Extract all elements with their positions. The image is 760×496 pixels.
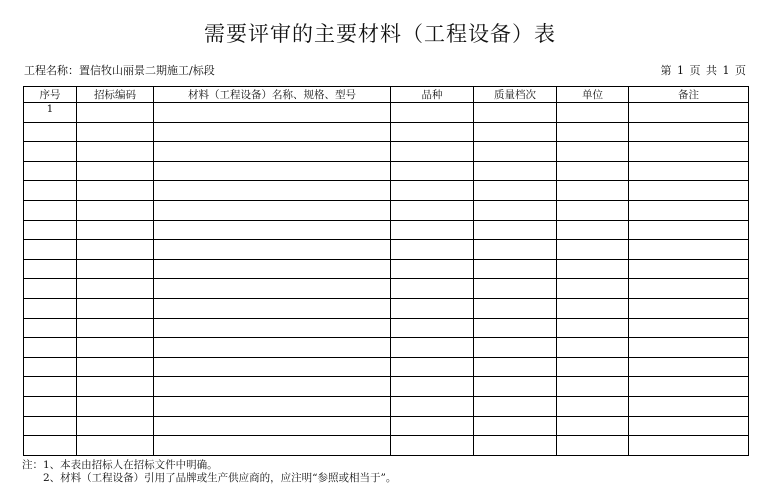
cell-variety — [391, 377, 474, 397]
table-row — [24, 200, 749, 220]
cell-code — [77, 259, 154, 279]
cell-code — [77, 200, 154, 220]
cell-seq — [24, 338, 77, 358]
cell-variety — [391, 279, 474, 299]
cell-code — [77, 103, 154, 123]
header-variety: 品种 — [391, 87, 474, 103]
header-quality: 质量档次 — [474, 87, 557, 103]
cell-variety — [391, 338, 474, 358]
cell-quality — [474, 220, 557, 240]
cell-unit — [557, 377, 629, 397]
cell-unit — [557, 416, 629, 436]
cell-variety — [391, 220, 474, 240]
cell-seq — [24, 279, 77, 299]
cell-variety — [391, 240, 474, 260]
cell-remark — [629, 416, 749, 436]
cell-unit — [557, 357, 629, 377]
cell-remark — [629, 220, 749, 240]
cell-seq — [24, 122, 77, 142]
cell-unit — [557, 259, 629, 279]
table-row — [24, 181, 749, 201]
cell-quality — [474, 240, 557, 260]
cell-seq — [24, 142, 77, 162]
cell-code — [77, 240, 154, 260]
cell-quality — [474, 279, 557, 299]
cell-material — [154, 338, 391, 358]
cell-quality — [474, 200, 557, 220]
cell-variety — [391, 436, 474, 456]
cell-unit — [557, 181, 629, 201]
cell-code — [77, 220, 154, 240]
cell-seq — [24, 416, 77, 436]
cell-code — [77, 142, 154, 162]
cell-remark — [629, 377, 749, 397]
cell-quality — [474, 318, 557, 338]
cell-code — [77, 122, 154, 142]
cell-material — [154, 259, 391, 279]
table-row — [24, 122, 749, 142]
cell-remark — [629, 298, 749, 318]
materials-table — [23, 86, 749, 456]
cell-unit — [557, 161, 629, 181]
cell-seq — [24, 377, 77, 397]
cell-quality — [474, 377, 557, 397]
table-body — [24, 103, 749, 456]
cell-code — [77, 377, 154, 397]
table-row — [24, 396, 749, 416]
cell-seq — [24, 181, 77, 201]
cell-remark — [629, 200, 749, 220]
cell-code — [77, 161, 154, 181]
cell-material — [154, 377, 391, 397]
cell-remark — [629, 279, 749, 299]
cell-variety — [391, 200, 474, 220]
cell-code — [77, 436, 154, 456]
document-title: 需要评审的主要材料（工程设备）表 — [204, 22, 556, 46]
cell-remark — [629, 103, 749, 123]
cell-remark — [629, 436, 749, 456]
cell-code — [77, 396, 154, 416]
table-row — [24, 279, 749, 299]
cell-variety — [391, 357, 474, 377]
cell-remark — [629, 396, 749, 416]
cell-material — [154, 436, 391, 456]
cell-quality — [474, 396, 557, 416]
cell-variety — [391, 181, 474, 201]
cell-code — [77, 279, 154, 299]
cell-material — [154, 396, 391, 416]
cell-material — [154, 122, 391, 142]
project-name: 工程名称：置信牧山丽景二期施工/标段 — [24, 64, 215, 77]
cell-unit — [557, 142, 629, 162]
cell-seq — [24, 259, 77, 279]
cell-unit — [557, 200, 629, 220]
cell-remark — [629, 181, 749, 201]
cell-remark — [629, 142, 749, 162]
cell-seq: 1 — [24, 103, 77, 123]
cell-variety — [391, 298, 474, 318]
note-2: 2、材料（工程设备）引用了品牌或生产供应商的，应注明“参照或相当于”。 — [43, 472, 397, 484]
header-code: 招标编码 — [77, 87, 154, 103]
cell-seq — [24, 357, 77, 377]
cell-unit — [557, 220, 629, 240]
cell-unit — [557, 338, 629, 358]
table-row — [24, 220, 749, 240]
cell-variety — [391, 142, 474, 162]
cell-material — [154, 416, 391, 436]
cell-material — [154, 161, 391, 181]
table-row — [24, 240, 749, 260]
cell-quality — [474, 142, 557, 162]
table-row — [24, 161, 749, 181]
cell-quality — [474, 181, 557, 201]
cell-variety — [391, 318, 474, 338]
cell-unit — [557, 122, 629, 142]
table-row — [24, 338, 749, 358]
cell-unit — [557, 318, 629, 338]
cell-code — [77, 338, 154, 358]
cell-unit — [557, 298, 629, 318]
cell-remark — [629, 338, 749, 358]
cell-unit — [557, 279, 629, 299]
cell-material — [154, 357, 391, 377]
cell-code — [77, 357, 154, 377]
cell-material — [154, 200, 391, 220]
cell-unit — [557, 103, 629, 123]
header-unit: 单位 — [557, 87, 629, 103]
cell-quality — [474, 259, 557, 279]
cell-seq — [24, 200, 77, 220]
cell-seq — [24, 240, 77, 260]
cell-quality — [474, 338, 557, 358]
cell-variety — [391, 396, 474, 416]
table-row — [24, 318, 749, 338]
cell-variety — [391, 122, 474, 142]
cell-quality — [474, 103, 557, 123]
cell-seq — [24, 436, 77, 456]
cell-remark — [629, 122, 749, 142]
cell-material — [154, 103, 391, 123]
table-row — [24, 377, 749, 397]
table-row — [24, 298, 749, 318]
cell-quality — [474, 416, 557, 436]
cell-variety — [391, 161, 474, 181]
cell-quality — [474, 298, 557, 318]
cell-remark — [629, 161, 749, 181]
cell-unit — [557, 396, 629, 416]
header-remark: 备注 — [629, 87, 749, 103]
cell-variety — [391, 259, 474, 279]
table-header-row — [24, 87, 749, 103]
table-row — [24, 357, 749, 377]
cell-material — [154, 142, 391, 162]
cell-remark — [629, 259, 749, 279]
cell-variety — [391, 103, 474, 123]
cell-code — [77, 298, 154, 318]
cell-quality — [474, 357, 557, 377]
cell-material — [154, 318, 391, 338]
cell-seq — [24, 161, 77, 181]
table-row — [24, 142, 749, 162]
cell-remark — [629, 357, 749, 377]
cell-unit — [557, 436, 629, 456]
cell-remark — [629, 240, 749, 260]
cell-material — [154, 279, 391, 299]
cell-seq — [24, 220, 77, 240]
cell-quality — [474, 122, 557, 142]
note-1: 注：1、本表由招标人在招标文件中明确。 — [22, 459, 218, 471]
cell-code — [77, 181, 154, 201]
header-material: 材料（工程设备）名称、规格、型号 — [154, 87, 391, 103]
header-seq: 序号 — [24, 87, 77, 103]
cell-material — [154, 298, 391, 318]
cell-unit — [557, 240, 629, 260]
table-row — [24, 416, 749, 436]
cell-material — [154, 181, 391, 201]
table-row — [24, 103, 749, 123]
cell-variety — [391, 416, 474, 436]
cell-seq — [24, 396, 77, 416]
cell-material — [154, 240, 391, 260]
cell-quality — [474, 161, 557, 181]
cell-remark — [629, 318, 749, 338]
table-row — [24, 436, 749, 456]
cell-code — [77, 318, 154, 338]
cell-seq — [24, 318, 77, 338]
cell-material — [154, 220, 391, 240]
cell-quality — [474, 436, 557, 456]
page-info: 第 1 页 共 1 页 — [660, 64, 746, 77]
cell-code — [77, 416, 154, 436]
cell-seq — [24, 298, 77, 318]
table-row — [24, 259, 749, 279]
